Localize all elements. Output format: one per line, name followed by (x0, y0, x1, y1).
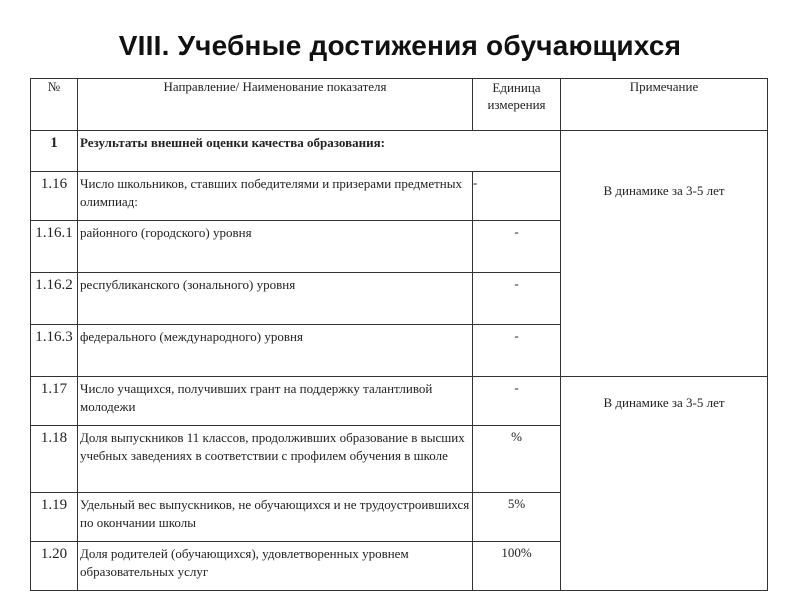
row-num: 1.16.2 (31, 273, 78, 325)
row-name: республиканского (зонального) уровня (78, 273, 473, 325)
row-num: 1.18 (31, 426, 78, 493)
note-group-2: В динамике за 3-5 лет (561, 377, 768, 591)
row-unit: - (473, 377, 561, 426)
row-unit: 5% (473, 493, 561, 542)
row-unit: - (473, 221, 561, 273)
header-unit-line1: Единица (492, 80, 541, 95)
row-num: 1.16.1 (31, 221, 78, 273)
note-group-1: В динамике за 3-5 лет (561, 131, 768, 377)
row-num: 1.16.3 (31, 325, 78, 377)
header-num: № (31, 79, 78, 131)
row-name: Число школьников, ставших победителями и призерами предметных олимпиад: (78, 172, 473, 221)
section-title: Результаты внешней оценки качества образования: (78, 131, 561, 172)
row-name: федерального (международного) уровня (78, 325, 473, 377)
row-num: 1.16 (31, 172, 78, 221)
header-note: Примечание (561, 79, 768, 131)
header-unit-line2: измерения (487, 97, 546, 112)
table-header-row (31, 79, 768, 131)
row-unit: % (473, 426, 561, 493)
header-unit (473, 79, 561, 131)
row-num: 1.20 (31, 542, 78, 591)
row-name: районного (городского) уровня (78, 221, 473, 273)
row-num: 1 (31, 131, 78, 172)
row-unit: - (473, 325, 561, 377)
row-name: Удельный вес выпускников, не обучающихся и не трудоустроившихся по окончании школы (78, 493, 473, 542)
indicators-table (30, 78, 768, 591)
table-row (31, 131, 768, 172)
row-name: Доля родителей (обучающихся), удовлетворенных уровнем образовательных услуг (78, 542, 473, 591)
page-title: VIII. Учебные достижения обучающихся (118, 30, 682, 61)
row-num: 1.19 (31, 493, 78, 542)
row-unit: - (473, 273, 561, 325)
row-unit: 100% (473, 542, 561, 591)
row-unit: - (473, 172, 561, 221)
header-name: Направление/ Наименование показателя (78, 79, 473, 131)
row-name: Число учащихся, получивших грант на поддержку талантливой молодежи (78, 377, 473, 426)
row-num: 1.17 (31, 377, 78, 426)
table-row (31, 377, 768, 426)
row-name: Доля выпускников 11 классов, продолживших образование в высших учебных заведениях в соответствии с профилем обучения в школе (78, 426, 473, 493)
